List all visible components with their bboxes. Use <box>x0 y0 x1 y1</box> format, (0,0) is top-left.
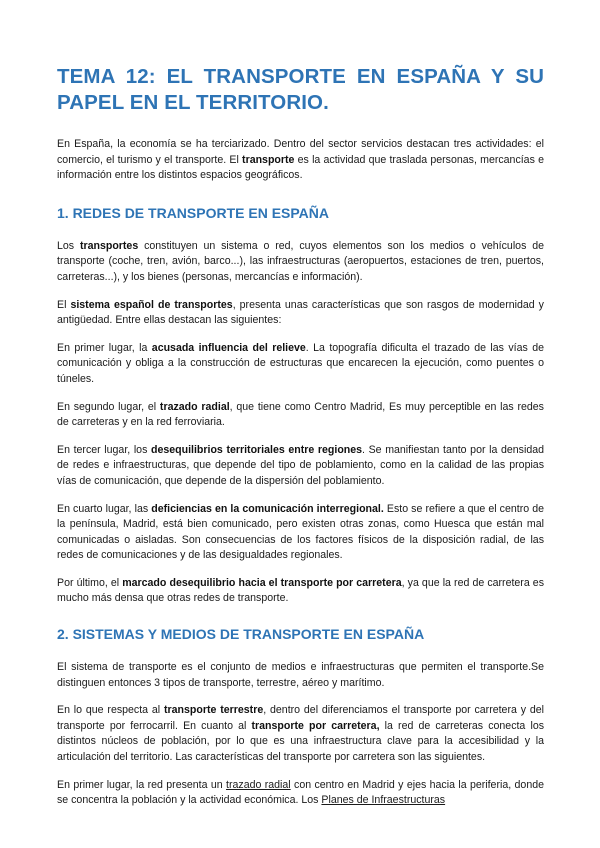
paragraph <box>57 341 544 388</box>
text-run: Esto se refiere a que el centro de la península, Madrid, está bien comunicado, pero existen otras zonas, como Huesca que están mal comunicadas o aisladas. Son consecuencias de los factores físicos de la disposición radial, de las redes de comunicaciones y de las desigualdades regionales. <box>57 502 544 562</box>
text-run: Los <box>57 239 80 252</box>
section-heading-redes: 1. REDES DE TRANSPORTE EN ESPAÑA <box>57 204 330 221</box>
text-run: En lo que respecta al <box>57 704 164 717</box>
text-run: . Se manifiestan tanto por la densidad de redes e infraestructuras, que depende del tipo de poblamiento, como en la calidad de las propias vías de comunicación, que depende de la dispersión del poblamiento. <box>57 443 544 487</box>
text-run: es la actividad que traslada personas, mercancías e información entre los distintos espacios geográficos. <box>57 153 544 182</box>
paragraph <box>57 443 544 490</box>
text-run: El <box>57 298 71 311</box>
text-run: la red de carreteras conecta los distintos núcleos de población, por lo que es una infraestructura clave para la accesibilidad y la articulación del territorio. Las características del transporte por carretera son las siguientes. <box>57 719 545 764</box>
text-run: En España, la economía se ha terciarizado. Dentro del sector servicios destacan tres actividades: el comercio, el turismo y el transporte. El <box>57 138 544 166</box>
bold-term: sistema español de transportes <box>70 298 233 311</box>
text-run: En primer lugar, la <box>57 341 152 354</box>
text-run: , presenta unas características que son rasgos de modernidad y antigüedad. Entre ellas destacan las siguientes: <box>57 298 544 327</box>
bold-term: deficiencias en la comunicación interregional. <box>151 502 384 515</box>
text-run: con centro en Madrid y ejes hacia la periferia, donde se concentra la población y la actividad económica. Los <box>57 778 544 807</box>
text-run: En primer lugar, la red presenta un <box>57 778 227 791</box>
text-run: , dentro del diferenciamos el transporte por carretera y del transporte por ferrocarril. En cuanto al <box>57 704 544 732</box>
text-run: , que tiene como Centro Madrid, Es muy perceptible en las redes de carreteras y en la red ferroviaria. <box>57 400 544 429</box>
text-run: En segundo lugar, el <box>57 400 160 413</box>
bold-term: transportes <box>79 239 139 252</box>
paragraph <box>57 239 544 286</box>
paragraph: El sistema de transporte es el conjunto de medios e infraestructuras que permiten el transporte.Se distinguen entonces 3 tipos de transporte, terrestre, aéreo y marítimo. <box>57 661 544 689</box>
paragraph <box>57 778 544 809</box>
bold-term: trazado radial <box>159 400 230 413</box>
text-run: , ya que la red de carretera es mucho más densa que otras redes de transporte. <box>57 576 544 605</box>
text-run: Por último, el <box>57 576 123 589</box>
paragraph <box>57 703 544 765</box>
intro-paragraph <box>57 137 544 184</box>
text-run: En tercer lugar, los <box>57 443 151 456</box>
bold-term: transporte <box>242 153 295 166</box>
page-title: TEMA 12: EL TRANSPORTE EN ESPAÑA Y SU PAPEL EN EL TERRITORIO. <box>57 65 544 114</box>
paragraph <box>57 502 544 564</box>
underlined-term: Planes de Infraestructuras <box>321 794 446 807</box>
underlined-term: trazado radial <box>226 778 291 791</box>
bold-term: desequilibrios territoriales entre regiones <box>151 443 363 456</box>
bold-term: acusada influencia del relieve <box>151 341 306 354</box>
paragraph <box>57 298 544 329</box>
text-run: constituyen un sistema o red, cuyos elementos son los medios o vehículos de transporte (coche, tren, avión, barco...), las infraestructuras (aeropuertos, estaciones de tren, puertos, carreteras...), y los bienes (personas, mercancías e información). <box>57 239 544 283</box>
bold-term: transporte terrestre <box>164 704 264 717</box>
bold-term: transporte por carretera, <box>251 719 380 732</box>
section-heading-sistemas: 2. SISTEMAS Y MEDIOS DE TRANSPORTE EN ESPAÑA <box>57 626 425 643</box>
paragraph <box>57 576 544 607</box>
text-run: . La topografía dificulta el trazado de las vías de comunicación y obliga a la construcción de estructuras que encarecen la ejecución, como puentes o túneles. <box>57 341 544 385</box>
text-run: En cuarto lugar, las <box>57 502 152 515</box>
bold-term: marcado desequilibrio hacia el transporte por carretera <box>122 576 402 589</box>
paragraph <box>57 400 544 431</box>
